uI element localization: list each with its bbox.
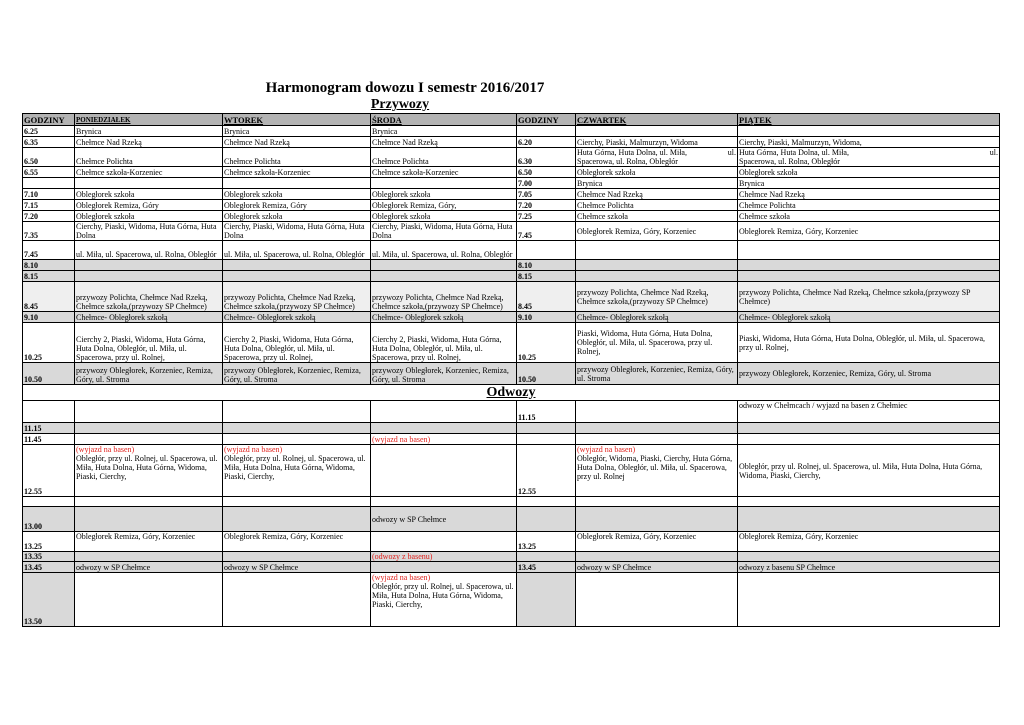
cell-sroda: (wyjazd na basen)	[371, 434, 517, 445]
cell-text: Spacerowa, ul. Rolna, Obległór	[577, 157, 678, 166]
basen-note: (wyjazd na basen)	[224, 445, 283, 454]
cell-piatek: Obległorek szkoła	[738, 167, 1000, 178]
time-cell-1: 13.50	[23, 573, 75, 627]
cell-poniedzialek	[75, 573, 223, 627]
table-row	[23, 260, 1000, 271]
cell-text: ul.	[989, 148, 998, 157]
cell-sroda: Cierchy 2, Piaski, Widoma, Huta Górna, Huta Dolna, Obległór, ul. Miła, ul. Spacerowa, przy ul. Rolnej,	[371, 323, 517, 363]
cell-czwartek	[576, 241, 738, 260]
table-row	[23, 241, 1000, 260]
cell-sroda: przywozy Obległorek, Korzeniec, Remiza, Góry, ul. Stroma	[371, 363, 517, 385]
table-row	[23, 573, 1000, 627]
time-cell-1: 8.15	[23, 271, 75, 282]
time-cell-1: 13.35	[23, 552, 75, 562]
cell-wtorek: Chełmce szkoła-Korzeniec	[223, 167, 371, 178]
cell-sroda: Chełmce szkoła-Korzeniec	[371, 167, 517, 178]
cell-wtorek: Obległorek Remiza, Góry, Korzeniec	[223, 532, 371, 552]
cell-piatek	[738, 497, 1000, 507]
cell-poniedzialek: odwozy w SP Chełmce	[75, 562, 223, 573]
table-row	[23, 178, 1000, 189]
cell-piatek: Brynica	[738, 178, 1000, 189]
table-row	[23, 562, 1000, 573]
time-cell-1: 8.45	[23, 282, 75, 312]
cell-poniedzialek: przywozy Polichta, Chełmce Nad Rzeką, Chełmce szkoła,(przywozy SP Chełmce)	[75, 282, 223, 312]
time-cell-2	[517, 573, 576, 627]
time-cell-1: 7.15	[23, 200, 75, 211]
time-cell-1: 10.25	[23, 323, 75, 363]
cell-poniedzialek: Cierchy 2, Piaski, Widoma, Huta Górna, Huta Dolna, Obległór, ul. Miła, ul. Spacerowa, przy ul. Rolnej,	[75, 323, 223, 363]
cell-czwartek	[576, 148, 738, 167]
cell-wtorek: ul. Miła, ul. Spacerowa, ul. Rolna, Obległór	[223, 241, 371, 260]
cell-piatek	[738, 126, 1000, 137]
cell-piatek: Chełmce Polichta	[738, 200, 1000, 211]
cell-sroda	[371, 260, 517, 271]
cell-text: Obległór, przy ul. Rolnej, ul. Spacerowa, ul. Miła, Huta Dolna, Huta Górna, Widoma, Piaski, Cierchy,	[224, 454, 366, 481]
cell-sroda	[371, 271, 517, 282]
table-row	[23, 423, 1000, 434]
table-row	[23, 189, 1000, 200]
cell-czwartek	[576, 552, 738, 562]
cell-poniedzialek	[75, 260, 223, 271]
cell-sroda	[371, 497, 517, 507]
table-row	[23, 323, 1000, 363]
table-row	[23, 137, 1000, 148]
cell-sroda: przywozy Polichta, Chełmce Nad Rzeką, Chełmce szkoła,(przywozy SP Chełmce)	[371, 282, 517, 312]
cell-wtorek	[223, 445, 371, 497]
table-row	[23, 222, 1000, 241]
table-row	[23, 445, 1000, 497]
time-cell-2: 7.45	[517, 222, 576, 241]
cell-piatek: Chełmce szkoła	[738, 211, 1000, 222]
cell-wtorek: Chełmce Polichta	[223, 148, 371, 167]
cell-czwartek: Obległorek Remiza, Góry, Korzeniec	[576, 532, 738, 552]
time-cell-1: 7.35	[23, 222, 75, 241]
time-cell-1: 7.10	[23, 189, 75, 200]
time-cell-1: 12.55	[23, 445, 75, 497]
cell-piatek	[738, 241, 1000, 260]
cell-czwartek: odwozy w SP Chełmce	[576, 562, 738, 573]
time-cell-2: 8.45	[517, 282, 576, 312]
cell-poniedzialek	[75, 507, 223, 532]
cell-piatek: Chełmce Nad Rzeką	[738, 189, 1000, 200]
cell-czwartek: Piaski, Widoma, Huta Górna, Huta Dolna, Obległór, ul. Miła, ul. Spacerowa, przy ul. Rolnej,	[576, 323, 738, 363]
cell-sroda	[371, 445, 517, 497]
table-row	[23, 148, 1000, 167]
table-row	[23, 434, 1000, 445]
time-cell-1: 7.20	[23, 211, 75, 222]
cell-poniedzialek	[75, 423, 223, 434]
cell-poniedzialek	[75, 271, 223, 282]
cell-czwartek: Brynica	[576, 178, 738, 189]
cell-sroda: Chełmce- Obległorek szkołą	[371, 312, 517, 323]
cell-czwartek: przywozy Polichta, Chełmce Nad Rzeką, Chełmce szkoła,(przywozy SP Chełmce)	[576, 282, 738, 312]
cell-wtorek: Cierchy, Piaski, Widoma, Huta Górna, Huta Dolna	[223, 222, 371, 241]
cell-wtorek	[223, 497, 371, 507]
cell-piatek	[738, 552, 1000, 562]
table-row	[23, 271, 1000, 282]
time-cell-1: 13.45	[23, 562, 75, 573]
time-cell-2: 11.15	[517, 401, 576, 423]
time-cell-2: 13.45	[517, 562, 576, 573]
time-cell-1: 6.35	[23, 137, 75, 148]
cell-poniedzialek: Brynica	[75, 126, 223, 137]
cell-poniedzialek: Chełmce- Obległorek szkołą	[75, 312, 223, 323]
cell-poniedzialek: Chełmce szkoła-Korzeniec	[75, 167, 223, 178]
time-cell-1: 13.00	[23, 507, 75, 532]
cell-wtorek	[223, 507, 371, 532]
cell-poniedzialek	[75, 497, 223, 507]
cell-piatek	[738, 507, 1000, 532]
cell-poniedzialek	[75, 178, 223, 189]
cell-czwartek	[576, 497, 738, 507]
header-godziny-2: GODZINY	[517, 114, 576, 126]
time-cell-1: 6.25	[23, 126, 75, 137]
cell-sroda: Obległorek szkoła	[371, 211, 517, 222]
cell-wtorek	[223, 552, 371, 562]
cell-wtorek: Chełmce- Obległorek szkołą	[223, 312, 371, 323]
cell-wtorek: Chełmce Nad Rzeką	[223, 137, 371, 148]
time-cell-1: 11.45	[23, 434, 75, 445]
cell-text: Huta Górna, Huta Dolna, ul. Miła,	[739, 148, 849, 157]
header-sroda: ŚRODA	[371, 114, 517, 126]
time-cell-2: 7.20	[517, 200, 576, 211]
cell-poniedzialek: Cierchy, Piaski, Widoma, Huta Górna, Huta Dolna	[75, 222, 223, 241]
time-cell-2	[517, 126, 576, 137]
time-cell-1: 10.50	[23, 363, 75, 385]
cell-czwartek	[576, 423, 738, 434]
cell-czwartek: przywozy Obległorek, Korzeniec, Remiza, Góry, ul. Stroma	[576, 363, 738, 385]
header-czwartek: CZWARTEK	[576, 114, 738, 126]
page-title: Harmonogram dowozu I semestr 2016/2017	[265, 80, 545, 96]
table-row	[23, 312, 1000, 323]
cell-poniedzialek: ul. Miła, ul. Spacerowa, ul. Rolna, Obległór	[75, 241, 223, 260]
cell-poniedzialek: Obległorek szkoła	[75, 189, 223, 200]
cell-text: Huta Górna, Huta Dolna, ul. Miła,	[577, 148, 687, 157]
time-cell-2	[517, 241, 576, 260]
cell-czwartek	[576, 401, 738, 423]
time-cell-1: 8.10	[23, 260, 75, 271]
cell-piatek: odwozy z basenu SP Chełmce	[738, 562, 1000, 573]
cell-wtorek	[223, 178, 371, 189]
cell-czwartek	[576, 434, 738, 445]
time-cell-2: 6.20	[517, 137, 576, 148]
cell-piatek	[738, 271, 1000, 282]
cell-poniedzialek: Obległorek Remiza, Góry, Korzeniec	[75, 532, 223, 552]
cell-piatek	[738, 260, 1000, 271]
cell-czwartek	[576, 507, 738, 532]
cell-czwartek: Obległorek Remiza, Góry, Korzeniec	[576, 222, 738, 241]
cell-sroda: (odwozy z basenu)	[371, 552, 517, 562]
basen-note: (wyjazd na basen)	[76, 445, 135, 454]
cell-czwartek	[576, 271, 738, 282]
cell-wtorek: przywozy Polichta, Chełmce Nad Rzeką, Chełmce szkoła,(przywozy SP Chełmce)	[223, 282, 371, 312]
basen-note: (wyjazd na basen)	[577, 445, 636, 454]
cell-czwartek	[576, 126, 738, 137]
cell-piatek: Obległorek Remiza, Góry, Korzeniec	[738, 222, 1000, 241]
cell-piatek	[738, 148, 1000, 167]
cell-piatek	[738, 434, 1000, 445]
cell-sroda: Brynica	[371, 126, 517, 137]
cell-czwartek: Chełmce Nad Rzeką	[576, 189, 738, 200]
time-cell-2: 8.15	[517, 271, 576, 282]
time-cell-1: 13.25	[23, 532, 75, 552]
cell-sroda	[371, 573, 517, 627]
time-cell-2	[517, 507, 576, 532]
time-cell-2: 9.10	[517, 312, 576, 323]
cell-poniedzialek: Obległorek szkoła	[75, 211, 223, 222]
table-row	[23, 401, 1000, 423]
cell-poniedzialek: Chełmce Polichta	[75, 148, 223, 167]
cell-piatek	[738, 573, 1000, 627]
cell-czwartek: Cierchy, Piaski, Malmurzyn, Widoma	[576, 137, 738, 148]
table-row	[23, 126, 1000, 137]
cell-sroda	[371, 532, 517, 552]
cell-piatek: Obległór, przy ul. Rolnej, ul. Spacerowa, ul. Miła, Huta Dolna, Huta Górna, Widoma, Piaski, Cierchy,	[738, 445, 1000, 497]
cell-sroda: odwozy w SP Chełmce	[371, 507, 517, 532]
time-cell-2: 12.55	[517, 445, 576, 497]
time-cell-1: 7.45	[23, 241, 75, 260]
cell-wtorek	[223, 401, 371, 423]
time-cell-2	[517, 552, 576, 562]
time-cell-1: 11.15	[23, 423, 75, 434]
time-cell-2	[517, 434, 576, 445]
cell-wtorek: Brynica	[223, 126, 371, 137]
time-cell-1: 6.50	[23, 148, 75, 167]
cell-piatek: Piaski, Widoma, Huta Górna, Huta Dolna, Obległór, ul. Miła, ul. Spacerowa, przy ul. Rolnej,	[738, 323, 1000, 363]
cell-piatek: odwozy w Chełmcach / wyjazd na basen z Chełmiec	[738, 401, 1000, 423]
time-cell-2: 7.25	[517, 211, 576, 222]
cell-wtorek	[223, 260, 371, 271]
time-cell-2	[517, 497, 576, 507]
cell-wtorek: Obległorek Remiza, Góry	[223, 200, 371, 211]
cell-poniedzialek: Chełmce Nad Rzeką	[75, 137, 223, 148]
table-row	[23, 200, 1000, 211]
cell-poniedzialek	[75, 434, 223, 445]
cell-wtorek: odwozy w SP Chełmce	[223, 562, 371, 573]
table-row	[23, 167, 1000, 178]
cell-czwartek	[576, 445, 738, 497]
time-cell-1: 9.10	[23, 312, 75, 323]
cell-wtorek: Obległorek szkoła	[223, 189, 371, 200]
cell-czwartek: Chełmce szkoła	[576, 211, 738, 222]
time-cell-1	[23, 497, 75, 507]
time-cell-2: 6.30	[517, 148, 576, 167]
cell-czwartek: Chełmce- Obległorek szkołą	[576, 312, 738, 323]
table-row	[23, 532, 1000, 552]
time-cell-2: 10.50	[517, 363, 576, 385]
table-row	[23, 385, 1000, 401]
header-piatek: PIĄTEK	[738, 114, 1000, 126]
table-row	[23, 363, 1000, 385]
time-cell-2	[517, 423, 576, 434]
cell-wtorek: Obległorek szkoła	[223, 211, 371, 222]
cell-text: Obległór, Widoma, Piaski, Cierchy, Huta Górna, Huta Dolna, Obległór, ul. Miła, ul. Spacerowa, przy ul. Rolnej	[577, 454, 733, 481]
cell-wtorek	[223, 271, 371, 282]
time-cell-2: 8.10	[517, 260, 576, 271]
cell-sroda	[371, 178, 517, 189]
cell-wtorek: Cierchy 2, Piaski, Widoma, Huta Górna, Huta Dolna, Obległór, ul. Miła, ul. Spacerowa, przy ul. Rolnej,	[223, 323, 371, 363]
cell-poniedzialek: Obległorek Remiza, Góry	[75, 200, 223, 211]
table-row	[23, 552, 1000, 562]
cell-wtorek	[223, 434, 371, 445]
cell-poniedzialek	[75, 552, 223, 562]
cell-piatek: przywozy Polichta, Chełmce Nad Rzeką, Chełmce szkoła,(przywozy SP Chełmce)	[738, 282, 1000, 312]
cell-piatek	[738, 423, 1000, 434]
table-row	[23, 507, 1000, 532]
cell-sroda: Obległorek szkoła	[371, 189, 517, 200]
time-cell-2: 10.25	[517, 323, 576, 363]
cell-sroda: Chełmce Polichta	[371, 148, 517, 167]
header-row	[23, 114, 1000, 126]
header-wtorek: WTOREK	[223, 114, 371, 126]
cell-piatek: Chełmce- Obległorek szkołą	[738, 312, 1000, 323]
cell-text: ul.	[727, 148, 736, 157]
cell-poniedzialek	[75, 401, 223, 423]
cell-piatek: przywozy Obległorek, Korzeniec, Remiza, Góry, ul. Stroma	[738, 363, 1000, 385]
cell-piatek: Obległorek Remiza, Góry, Korzeniec	[738, 532, 1000, 552]
cell-text: Obległór, przy ul. Rolnej, ul. Spacerowa, ul. Miła, Huta Dolna, Huta Górna, Widoma, Piaski, Cierchy,	[76, 454, 218, 481]
time-cell-2: 13.25	[517, 532, 576, 552]
cell-czwartek: Chełmce Polichta	[576, 200, 738, 211]
cell-sroda: Cierchy, Piaski, Widoma, Huta Górna, Huta Dolna	[371, 222, 517, 241]
cell-czwartek	[576, 573, 738, 627]
time-cell-2: 7.00	[517, 178, 576, 189]
table-row	[23, 211, 1000, 222]
cell-poniedzialek	[75, 445, 223, 497]
cell-text: Obległór, przy ul. Rolnej, ul. Spacerowa, ul. Miła, Huta Dolna, Huta Górna, Widoma, Piaski, Cierchy,	[372, 582, 514, 609]
cell-wtorek	[223, 423, 371, 434]
header-godziny: GODZINY	[23, 114, 75, 126]
cell-sroda	[371, 401, 517, 423]
cell-sroda: ul. Miła, ul. Spacerowa, ul. Rolna, Obległór	[371, 241, 517, 260]
cell-sroda	[371, 423, 517, 434]
cell-piatek: Cierchy, Piaski, Malmurzyn, Widoma,	[738, 137, 1000, 148]
cell-poniedzialek: przywozy Obległorek, Korzeniec, Remiza, Góry, ul. Stroma	[75, 363, 223, 385]
time-cell-1	[23, 401, 75, 423]
time-cell-1	[23, 178, 75, 189]
cell-sroda	[371, 562, 517, 573]
cell-sroda: Chełmce Nad Rzeką	[371, 137, 517, 148]
cell-text: Spacerowa, ul. Rolna, Obległór	[739, 157, 840, 166]
section-przywozy-title: Przywozy	[370, 97, 430, 112]
time-cell-2: 7.05	[517, 189, 576, 200]
cell-sroda: Obległorek Remiza, Góry,	[371, 200, 517, 211]
cell-wtorek: przywozy Obległorek, Korzeniec, Remiza, Góry, ul. Stroma	[223, 363, 371, 385]
cell-czwartek	[576, 260, 738, 271]
table-row	[23, 282, 1000, 312]
header-poniedzialek: PONIEDZIAŁEK	[75, 114, 223, 126]
odwozy-title: Odwozy	[23, 385, 1000, 401]
time-cell-2: 6.50	[517, 167, 576, 178]
cell-czwartek: Obległorek szkoła	[576, 167, 738, 178]
cell-wtorek	[223, 573, 371, 627]
schedule-table	[22, 113, 1000, 627]
table-row	[23, 497, 1000, 507]
basen-note: (wyjazd na basen)	[372, 573, 431, 582]
time-cell-1: 6.55	[23, 167, 75, 178]
